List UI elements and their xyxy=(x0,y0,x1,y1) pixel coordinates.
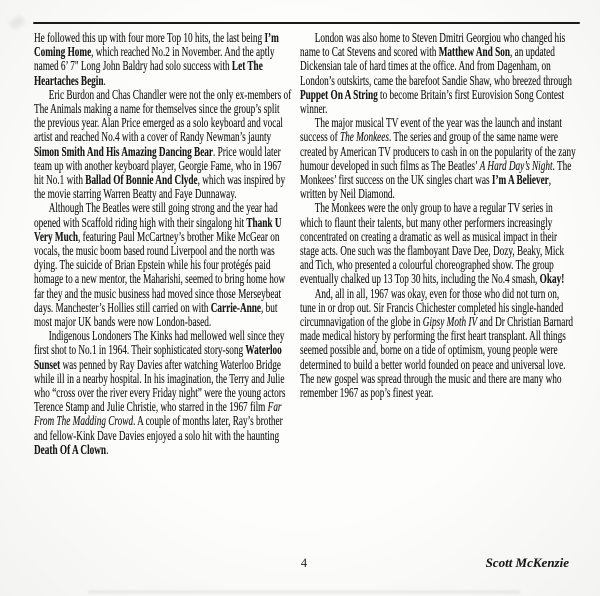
page-number: 4 xyxy=(300,556,308,570)
paragraph-left-3: Although The Beatles were still going strong and the year had opened with Scaffold riding high with their singalong hit Thank U Very Much, featuring Paul McCartney’s brother Mike McGear on vocals, the music boom based round Liverpool and the north was dying. The suicide of Brian Epstein while his four protégés paid homage to a new mentor, the Maharishi, seemed to bring home how far they and the music business had moved since those Merseybeat days. Manchester’s Hollies still carried on with Carrie-Anne, but most major UK bands were now London-based. xyxy=(34,200,286,330)
right-column xyxy=(300,31,576,400)
top-rule xyxy=(33,22,580,24)
paragraph-left-2: Eric Burdon and Chas Chandler were not the only ex-members of The Animals making a name for themselves since the group’s split the previous year. Alan Price emerged as a solo keyboard and vocal artist and reached No.4 with a cover of Randy Newman’s jaunty Simon Smith And His Amazing Dancing Bear. Price would later team up with another keyboard player, Georgie Fame, who in 1967 hit No.1 with Ballad Of Bonnie And Clyde, which was inspired by the movie starring Warren Beatty and Faye Dunnaway. xyxy=(34,86,292,202)
paragraph-right-4: And, all in all, 1967 was okay, even for those who did not turn on, tune in or drop out. Sir Francis Chichester completed his single-handed circumnavigation of the globe in Gipsy Moth IV and Dr Christian Barnard made medical history by performing the first heart transplant. All things seemed possible and, borne on a tide of optimism, young people were determined to build a better world founded on peace and universal love. The new gospel was spread through the music and there are many who remember 1967 as pop’s finest year. xyxy=(300,285,574,401)
right-column-text xyxy=(300,31,576,400)
scan-artifact xyxy=(88,591,520,593)
paragraph-right-2: The major musical TV event of the year was the launch and instant success of The Monkees. The series and group of the same name were created by American TV producers to cash in on the popularity of the zany humour developed in such films as The Beatles’ A Hard Day’s Night. The Monkees’ first success on the UK singles chart was I’m A Believer, written by Neil Diamond. xyxy=(300,115,576,202)
left-column xyxy=(34,31,292,457)
left-column-text xyxy=(34,31,292,457)
paragraph-left-4: Indigenous Londoners The Kinks had mellowed well since they first shot to No.1 in 1964. Their sophisticated story-song Waterloo Sunset was penned by Ray Davies after watching Waterloo Bridge while ill in a nearby hospital. In his imagination, the Terry and Julie who “cross over the river every Friday night” were the young actors Terence Stamp and Julie Christie, who starred in the 1967 film Far From The Madding Crowd. A couple of months later, Ray’s brother and fellow-Kink Dave Davies enjoyed a solo hit with the haunting Death Of A Clown. xyxy=(34,328,286,457)
paragraph-right-3: The Monkees were the only group to have a regular TV series in which to flaunt their talents, but many other performers increasingly concentrated on creating a dramatic as well as musical impact in their stage acts. One such was the flamboyant Dave Dee, Dozy, Beaky, Mick and Tich, who presented a colourful choreographed show. The group eventually chalked up 13 Top 30 hits, including the No.4 smash, Okay! xyxy=(300,200,565,287)
scan-artifact xyxy=(9,15,26,30)
footer-artist-name: Scott McKenzie xyxy=(485,555,569,570)
paragraph-left-1: He followed this up with four more Top 10 hits, the last being I’m Coming Home, which reached No.2 in November. And the aptly named 6’ 7" Long John Baldry had solo success with Let The Heartaches Begin. xyxy=(34,30,279,88)
paragraph-right-1: London was also home to Steven Dmitri Georgiou who changed his name to Cat Stevens and scored with Matthew And Son, an updated Dickensian tale of hard times at the office. And from Dagenham, on London’s outskirts, came the barefoot Sandie Shaw, who breezed through Puppet On A String to become Britain’s first Eurovision Song Contest winner. xyxy=(300,30,572,117)
